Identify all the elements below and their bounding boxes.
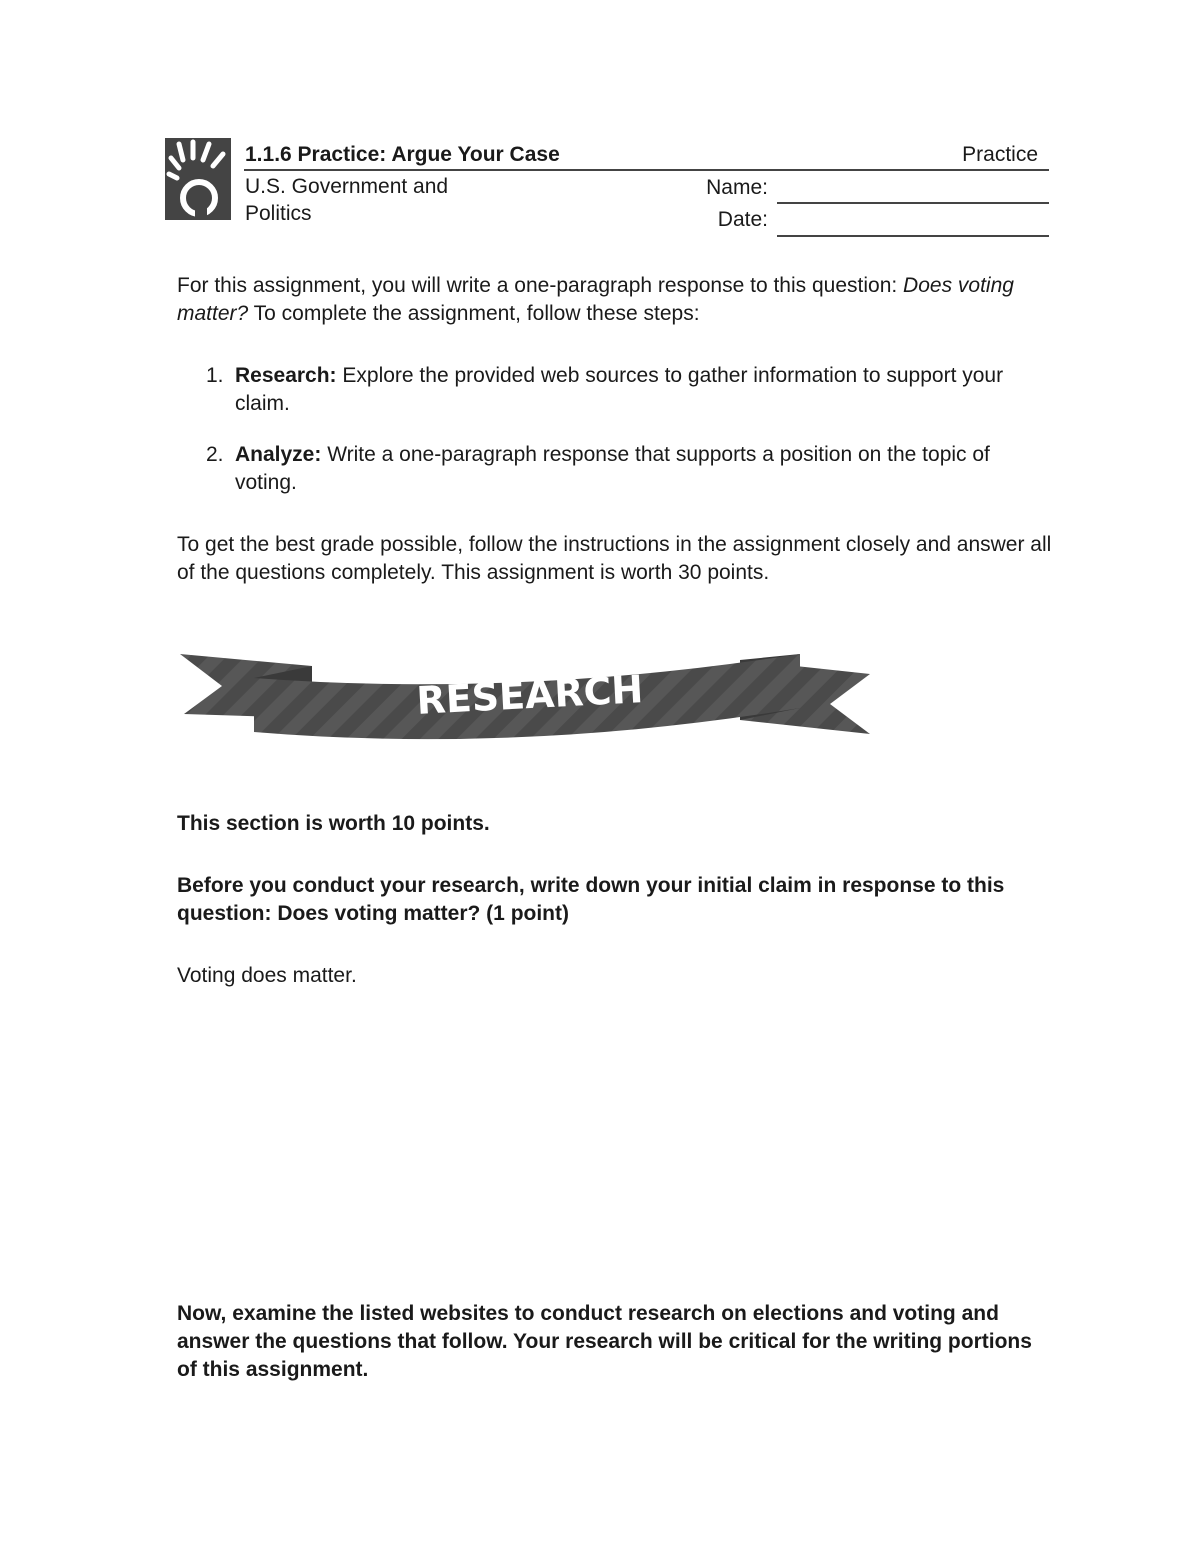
step-label: Research: <box>235 364 337 387</box>
intro-question: Does voting matter? <box>177 274 1014 325</box>
date-field[interactable] <box>777 235 1049 237</box>
step-item <box>206 441 1056 497</box>
initial-claim-prompt: Before you conduct your research, write down your initial claim in response to this question: Does voting matter? (1 point) <box>177 874 1005 925</box>
section-worth: This section is worth 10 points. <box>177 812 490 835</box>
name-label: Name: <box>706 176 768 199</box>
assignment-title: 1.1.6 Practice: Argue Your Case <box>245 143 560 166</box>
banner-label: RESEARCH <box>415 667 645 723</box>
date-label: Date: <box>717 208 768 231</box>
name-field[interactable] <box>777 202 1049 204</box>
step-description: Explore the provided web sources to gather information to support your claim. <box>235 364 1004 415</box>
header-divider <box>244 169 1049 171</box>
step-label: Analyze: <box>235 443 322 466</box>
step-number: 1. <box>206 364 224 387</box>
assignment-type: Practice <box>962 143 1038 166</box>
initial-claim-answer[interactable]: Voting does matter. <box>177 964 357 987</box>
grade-note: To get the best grade possible, follow the instructions in the assignment closely and answer all of the questions completely. This assignment is worth 30 points. <box>177 533 1052 584</box>
step-number: 2. <box>206 443 224 466</box>
intro-text-before: For this assignment, you will write a one-paragraph response to this question: <box>177 274 904 297</box>
course-name <box>245 173 505 227</box>
course-name-line-2: Politics <box>245 202 312 225</box>
intro-text-after: To complete the assignment, follow these steps: <box>248 302 700 325</box>
intro-paragraph <box>177 272 1057 328</box>
step-item <box>206 362 1056 418</box>
course-name-line-1: U.S. Government and <box>245 175 449 198</box>
step-description: Write a one-paragraph response that supports a position on the topic of voting. <box>235 443 990 494</box>
sunburst-logo-icon <box>165 138 231 220</box>
research-instructions: Now, examine the listed websites to conduct research on elections and voting and answer the questions that follow. Your research will be critical for the writing portions of this assignment. <box>177 1302 1032 1381</box>
research-banner <box>180 648 870 740</box>
